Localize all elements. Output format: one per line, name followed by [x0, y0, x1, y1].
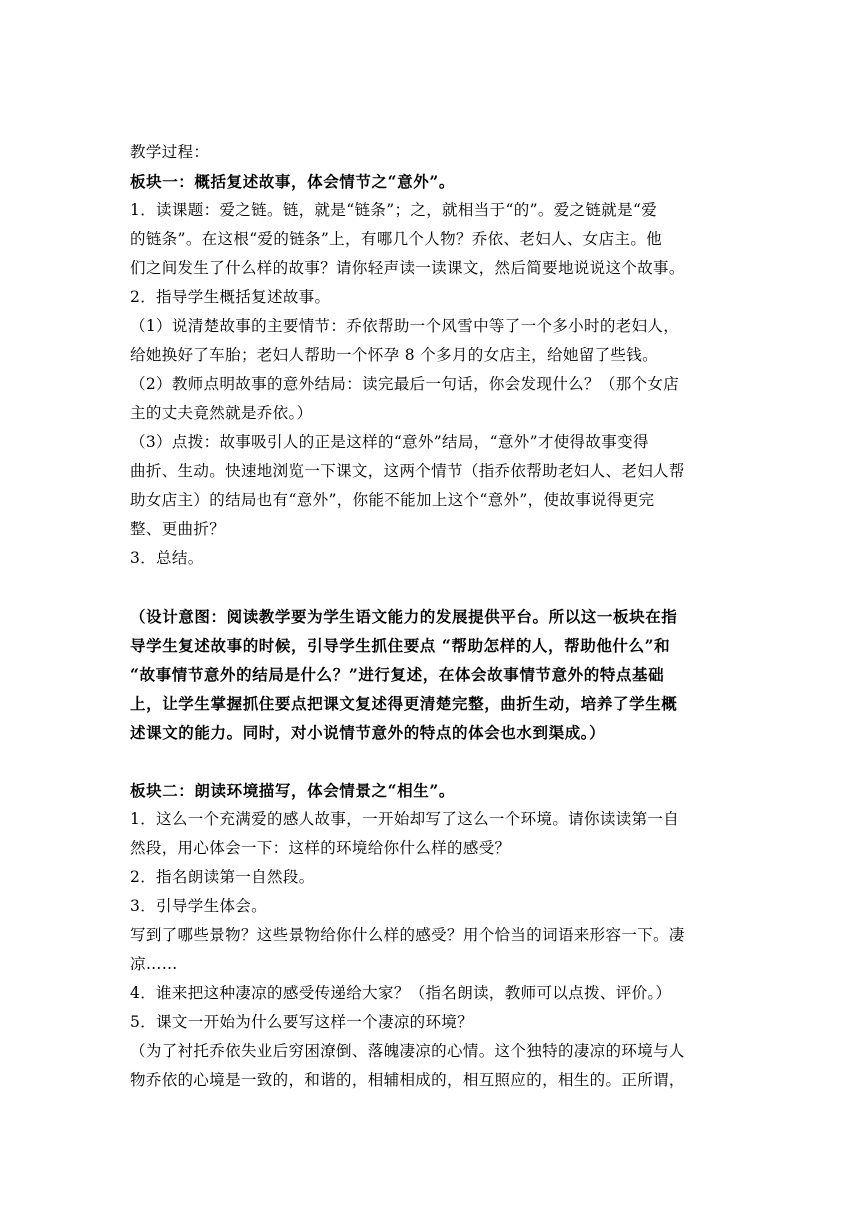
blank-line [130, 573, 730, 602]
section2-para-line2: 凉…… [130, 955, 178, 973]
section1-sub3-line1: （3）点拨：故事吸引人的正是这样的“意外”结局，“意外”才使得故事变得 [130, 433, 649, 451]
section1-item3: 3．总结。 [130, 549, 204, 567]
section2-item1-line2: 然段，用心体会一下：这样的环境给你什么样的感受？ [130, 839, 511, 857]
section1-sub2-line1: （2）教师点明故事的意外结局：读完最后一句话，你会发现什么？（那个女店 [130, 375, 680, 393]
section2-item5: 5．课文一开始为什么要写这样一个凄凉的环境？ [130, 1013, 474, 1031]
section1-sub1-line2: 给她换好了车胎；老妇人帮助一个怀孕 8 个多月的女店主，给她留了些钱。 [130, 346, 658, 364]
section1-sub2-line2: 主的丈夫竟然就是乔依。） [130, 404, 313, 422]
section2-item2: 2．指名朗读第一自然段。 [130, 868, 315, 886]
section2-item1-line1: 1．这么一个充满爱的感人故事，一开始却写了这么一个环境。请你读读第一自 [130, 810, 680, 828]
section2-item4: 4．谁来把这种凄凉的感受传递给大家？（指名朗读，教师可以点拨、评价。） [130, 984, 672, 1002]
section1-sub3-line3: 助女店主）的结局也有“意外”，你能不能加上这个“意外”，使故事说得更完 [130, 491, 655, 509]
design-note-line3: “故事情节意外的结局是什么？”进行复述，在体会故事情节意外的特点基础 [130, 665, 665, 684]
section1-item2: 2．指导学生概括复述故事。 [130, 288, 331, 306]
section1-sub3-line4: 整、更曲折？ [130, 520, 226, 538]
section2-item3: 3．引导学生体会。 [130, 897, 268, 915]
section2-answer-line2: 物乔依的心境是一致的，和谐的，相辅相成的，相互照应的，相生的。正所谓， [130, 1071, 685, 1089]
section1-item1-line3: 们之间发生了什么样的故事？请你轻声读一读课文，然后简要地说说这个故事。 [130, 259, 685, 277]
design-note-line2: 导学生复述故事的时候，引导学生抓住要点 “帮助怎样的人，帮助他什么”和 [130, 636, 671, 655]
section1-sub3-line2: 曲折、生动。快速地浏览一下课文，这两个情节（指乔依帮助老妇人、老妇人帮 [130, 462, 685, 480]
section1-sub1-line1: （1）说清楚故事的主要情节：乔依帮助一个风雪中等了一个多小时的老妇人， [130, 317, 680, 335]
section1-item1-line1: 1．读课题：爱之链。链，就是“链条”；之，就相当于“的”。爱之链就是“爱 [130, 201, 658, 219]
blank-line [130, 747, 730, 776]
section1-item1-line2: 的链条”。在这根“爱的链条”上，有哪几个人物？乔依、老妇人、女店主。他 [130, 230, 663, 248]
design-note-line5: 述课文的能力。同时，对小说情节意外的特点的体会也水到渠成。） [130, 723, 606, 742]
section2-para-line1: 写到了哪些景物？这些景物给你什么样的感受？用个恰当的词语来形容一下。凄 [130, 926, 685, 944]
section1-title: 板块一：概括复述故事，体会情节之“意外”。 [130, 172, 455, 191]
design-note-line4: 上，让学生掌握抓住要点把课文复述得更清楚完整，曲折生动，培养了学生概 [130, 694, 678, 713]
section2-answer-line1: （为了衬托乔依失业后穷困潦倒、落魄凄凉的心情。这个独特的凄凉的环境与人 [130, 1042, 685, 1060]
design-note-line1: （设计意图：阅读教学要为学生语文能力的发展提供平台。所以这一板块在指 [130, 607, 678, 626]
section-heading: 教学过程： [130, 143, 210, 161]
document-page [130, 138, 730, 1095]
section2-title: 板块二：朗读环境描写，体会情景之“相生”。 [130, 781, 455, 800]
